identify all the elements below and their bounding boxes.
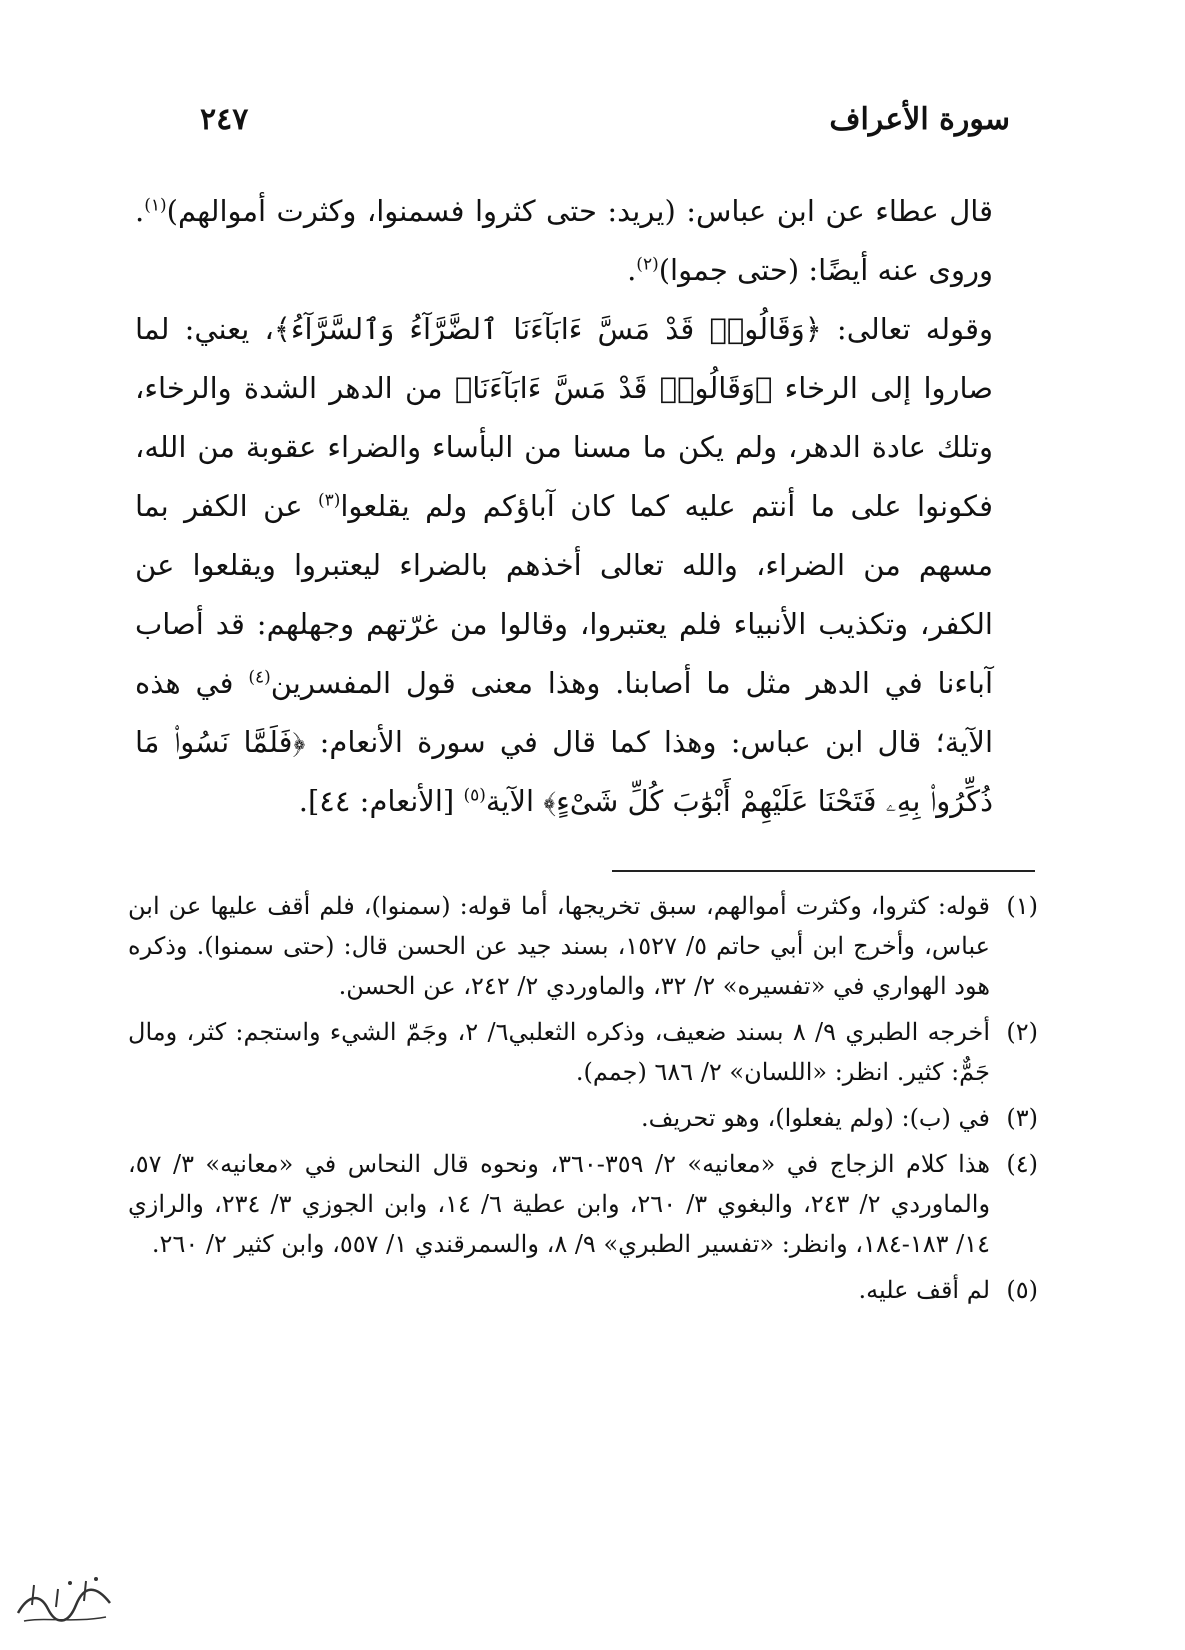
paragraph-1: قال عطاء عن ابن عباس: (يريد: حتى كثروا فسمنوا، وكثرت أموالهم)$^{(١)}$. وروى عنه أيضًا: (حتى جموا)$^{(٢)}$.: [135, 194, 993, 287]
footnotes: [128, 886, 1038, 1316]
footnote-number: (٣): [1006, 1104, 1038, 1132]
footnote-ref-5: (٥): [463, 785, 486, 806]
main-text: [135, 182, 1035, 831]
footnote-number: (٢): [1006, 1018, 1038, 1046]
quran-verse-3: ﴿فَلَمَّا نَسُوا۟ مَا ذُكِّرُوا۟ بِهِۦ فَتَحْنَا عَلَيْهِمْ أَبْوَٰبَ كُلِّ شَىْءٍ﴾: [135, 725, 993, 818]
footnote-text: أخرجه الطبري ٩/ ٨ بسند ضعيف، وذكره الثعلبي٦/ ٢، وجَمّ الشيء واستجم: كثر، ومال جَمٌّ: كثير. انظر: «اللسان» ٢/ ٦٨٦ (جمم).: [128, 1018, 991, 1086]
footnote-ref-4: (٤): [248, 667, 271, 688]
footnote-ref-1: (١): [144, 195, 167, 216]
footnote-3: [128, 1098, 1038, 1138]
publisher-logo-watermark: [10, 1565, 120, 1635]
quran-verse-1: ﴿وَقَالُوا۟ قَدْ مَسَّ ءَابَآءَنَا ٱلضَّرَّآءُ وَٱلسَّرَّآءُ﴾: [273, 312, 822, 346]
footnote-ref-2: (٢): [636, 254, 659, 275]
footnote-number: (٤): [1006, 1150, 1038, 1178]
footnote-5: [128, 1270, 1038, 1310]
footnote-separator: [612, 870, 1035, 872]
page-number: ٢٤٧: [200, 102, 249, 137]
footnote-text: في (ب): (ولم يفعلوا)، وهو تحريف.: [641, 1104, 990, 1132]
footnote-number: (١): [1006, 892, 1038, 920]
footnote-text: هذا كلام الزجاج في «معانيه» ٢/ ٣٥٩-٣٦٠، ونحوه قال النحاس في «معانيه» ٣/ ٥٧، والماوردي ٢/ ٢٤٣، والبغوي ٣/ ٢٦٠، وابن عطية ٦/ ١٤، وابن الجوزي ٣/ ٢٣٤، والرازي ١٤/ ١٨٣-١٨٤، وانظر: «تفسير الطبري» ٩/ ٨، والسمرقندي ١/ ٥٥٧، وابن كثير ٢/ ٢٦٠.: [128, 1150, 991, 1258]
quran-verse-2: ﴿وَقَالُوا۟ قَدْ مَسَّ ءَابَآءَنَا﴾: [454, 371, 773, 405]
footnote-2: [128, 1012, 1038, 1092]
footnote-text: قوله: كثروا، وكثرت أموالهم، سبق تخريجها، أما قوله: (سمنوا)، فلم أقف عليها عن ابن عباس، وأخرج ابن أبي حاتم ٥/ ١٥٢٧، بسند جيد عن الحسن قال: (حتى سمنوا). وذكره هود الهواري في «تفسيره» ٢/ ٣٢، والماوردي ٢/ ٢٤٢، عن الحسن.: [128, 892, 991, 1000]
footnote-number: (٥): [1006, 1276, 1038, 1304]
page-header: [200, 102, 1010, 152]
paragraph-2: وقوله تعالى: ﴿وَقَالُوا۟ قَدْ مَسَّ ءَابَآءَنَا ٱلضَّرَّآءُ وَٱلسَّرَّآءُ﴾، يعني: لما صاروا إلى الرخاء ﴿وَقَالُوا۟ قَدْ مَسَّ ءَابَآءَنَا﴾ من الدهر الشدة والرخاء، وتلك عادة الدهر، ولم يكن ما مسنا من البأساء والضراء عقوبة من الله، فكونوا على ما أنتم عليه كما كان آباؤكم ولم يقلعوا$^{(٣)}$ عن الكفر بما مسهم من الضراء، والله تعالى أخذهم بالضراء ليعتبروا ويقلعوا عن الكفر، وتكذيب الأنبياء فلم يعتبروا، وقالوا من غرّتهم وجهلهم: قد أصاب آباءنا في الدهر مثل ما أصابنا. وهذا معنى قول المفسرين$^{(٤)}$ في هذه الآية؛ قال ابن عباس: وهذا كما قال في سورة الأنعام: ﴿فَلَمَّا نَسُوا۟ مَا ذُكِّرُوا۟ بِهِۦ فَتَحْنَا عَلَيْهِمْ أَبْوَٰبَ كُلِّ شَىْءٍ﴾ الآية$^{(٥)}$ [الأنعام: ٤٤].: [135, 312, 993, 818]
footnote-4: [128, 1144, 1038, 1264]
sura-title: سورة الأعراف: [829, 102, 1010, 137]
footnote-1: [128, 886, 1038, 1006]
footnote-text: لم أقف عليه.: [858, 1276, 990, 1304]
footnote-ref-3: (٣): [317, 490, 341, 511]
